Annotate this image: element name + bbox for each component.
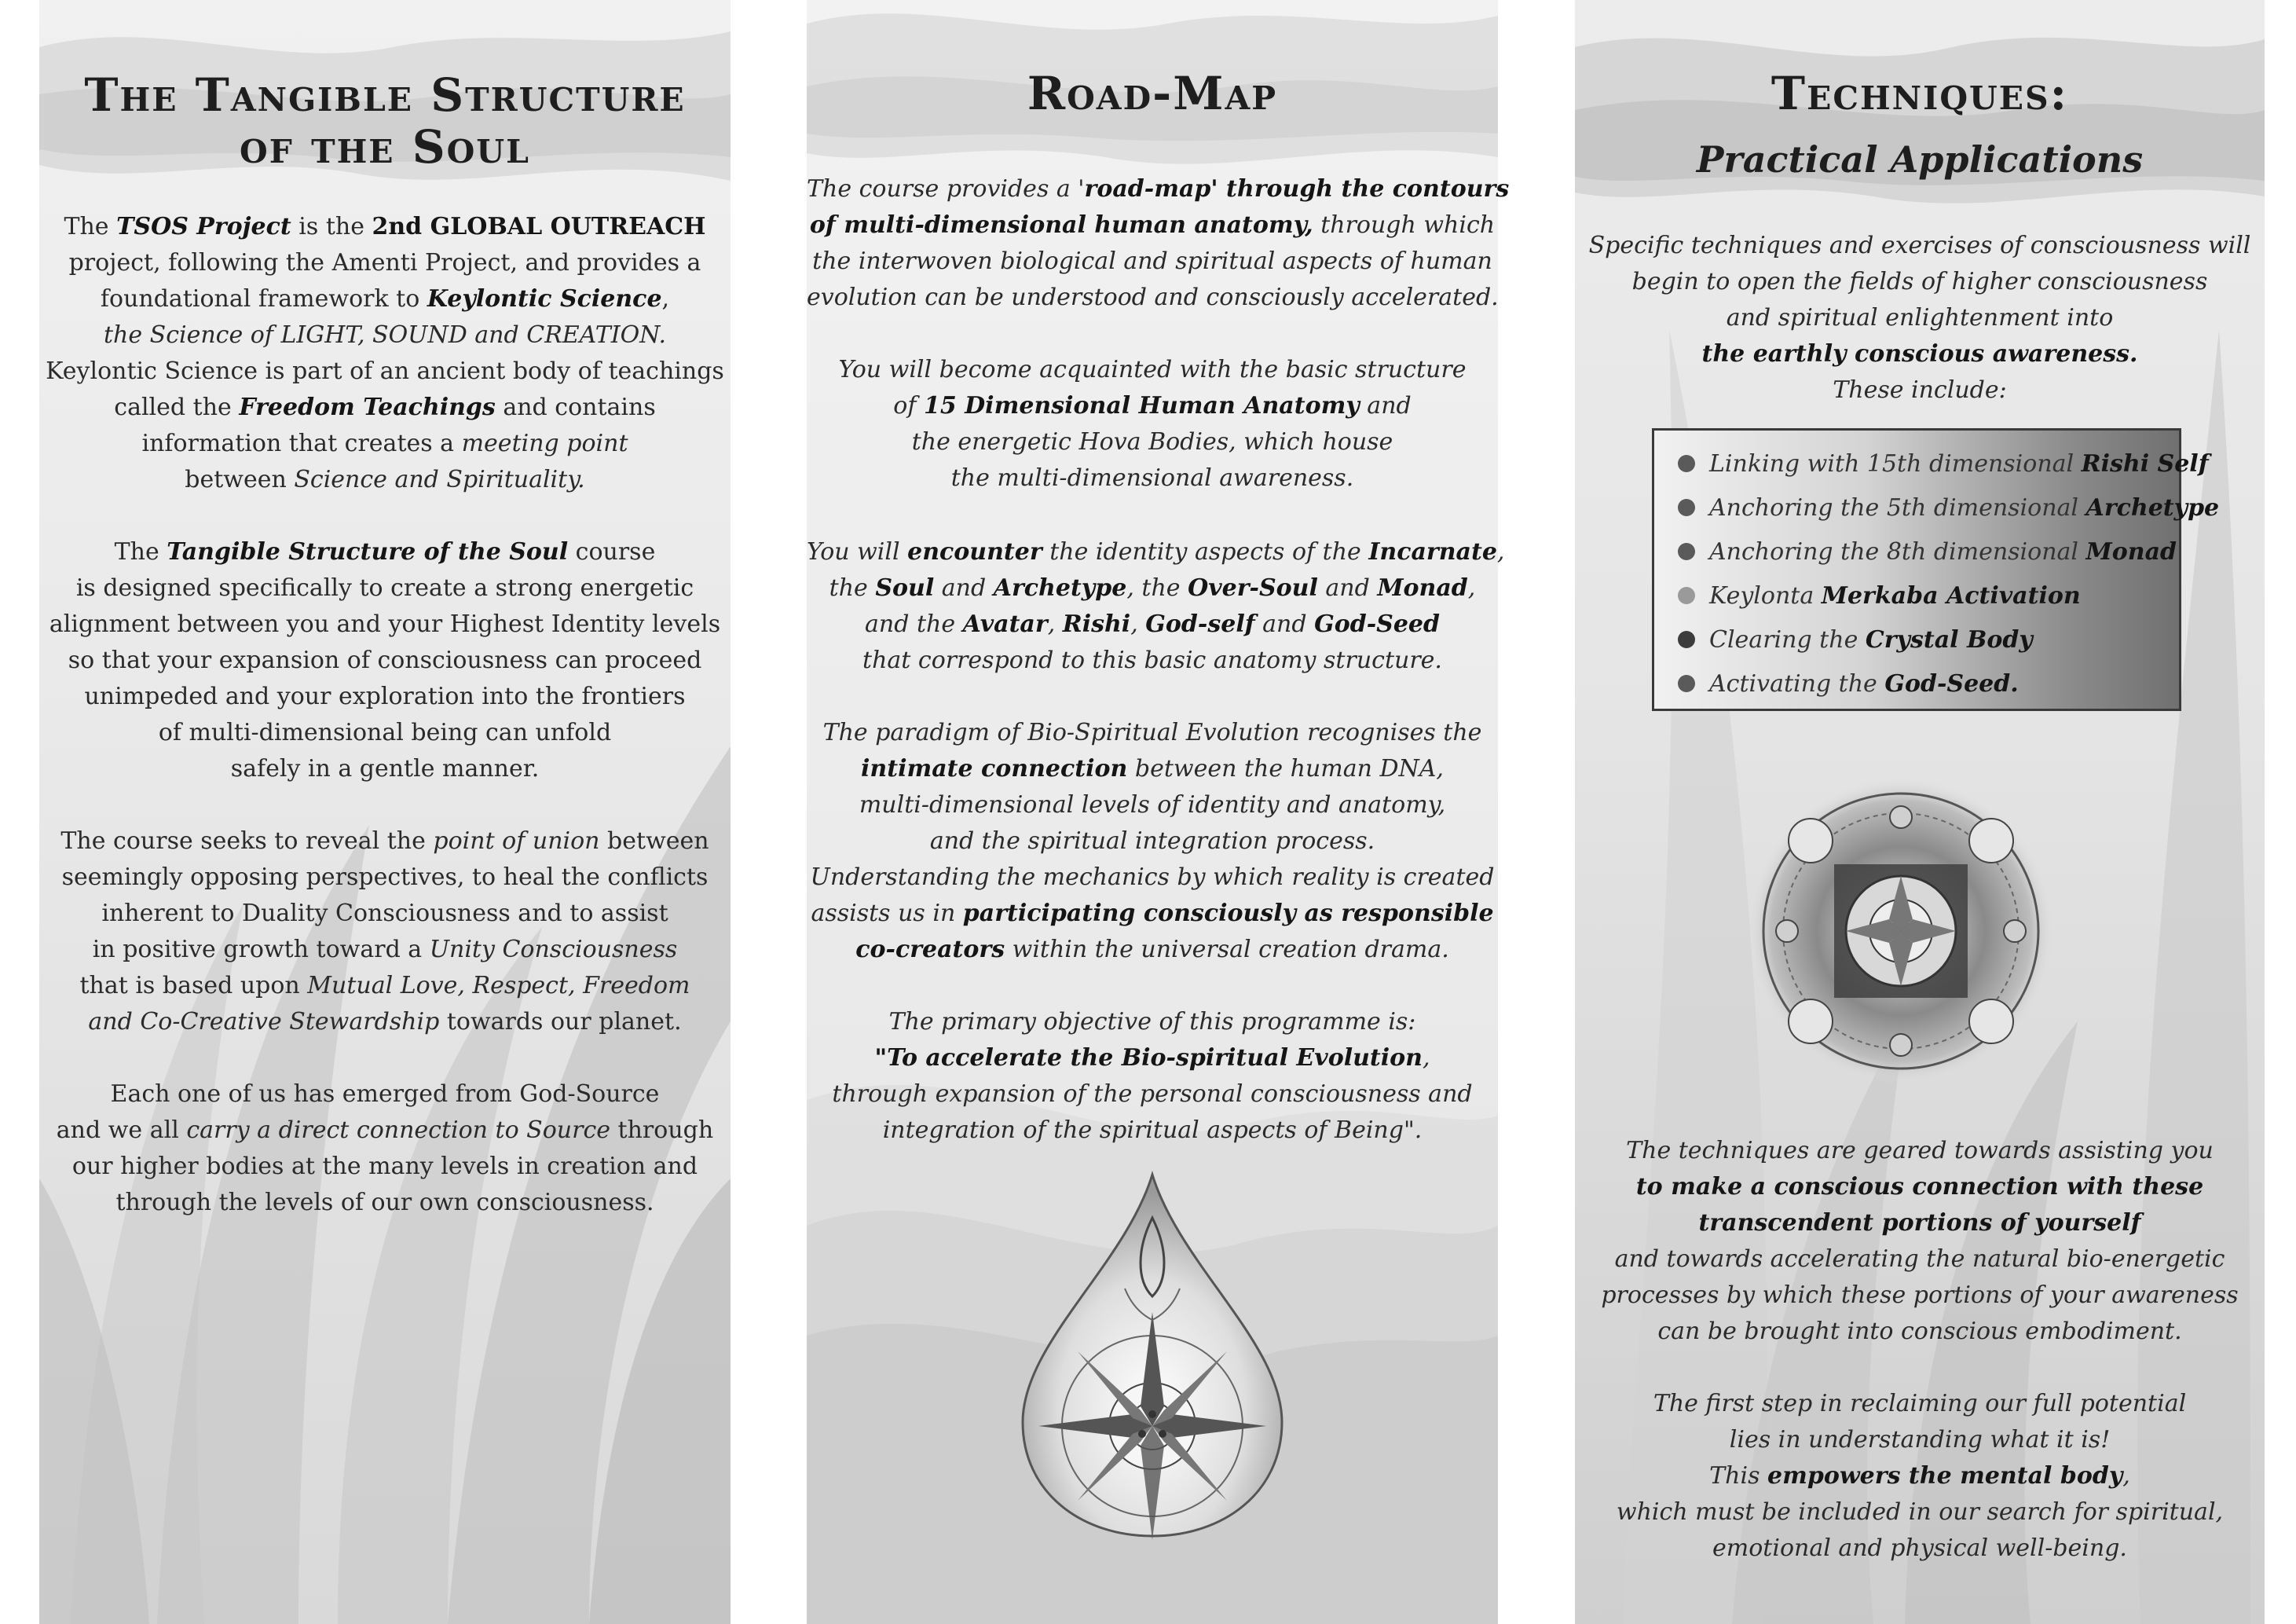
right-subtitle: Practical Applications [1696, 138, 2144, 181]
bullet-icon [1678, 675, 1695, 692]
text-line: the earthly conscious awareness. [1701, 340, 2138, 368]
text-line: intimate connection between the human DNA, [861, 755, 1444, 783]
text-line: and the Avatar, Rishi, God-self and God-Seed [865, 610, 1440, 638]
left-title [39, 69, 731, 173]
text-line: seemingly opposing perspectives, to heal the conflicts [61, 863, 709, 891]
bullet-icon [1678, 499, 1695, 516]
text-line: transcendent portions of yourself [1698, 1209, 2141, 1237]
text-line: "To accelerate the Bio-spiritual Evolution, [874, 1044, 1430, 1072]
text-line: our higher bodies at the many levels in creation and [71, 1153, 698, 1180]
techniques-list [1652, 428, 2220, 711]
text-line: Keylontic Science is part of an ancient body of teachings [46, 357, 724, 385]
text-line: between Science and Spirituality. [185, 466, 585, 493]
right-paragraph-3 [1575, 1386, 2265, 1567]
text-line: and spiritual enlightenment into [1726, 304, 2114, 332]
technique-item: Anchoring the 8th dimensional Monad [1678, 534, 2177, 570]
bullet-icon [1678, 543, 1695, 560]
text-line: begin to open the fields of higher consciousness [1631, 268, 2208, 295]
middle-paragraph-5 [807, 1004, 1498, 1149]
text-line: the Soul and Archetype, the Over-Soul and Monad, [829, 574, 1476, 602]
text-line: The TSOS Project is the 2nd GLOBAL OUTREACH [64, 213, 706, 240]
right-paragraph-1 [1575, 228, 2265, 409]
text-line: The primary objective of this programme is: [888, 1008, 1416, 1036]
text-line: alignment between you and your Highest Identity levels [49, 610, 721, 638]
middle-paragraph-3 [807, 534, 1505, 679]
text-line: to make a conscious connection with these [1635, 1173, 2204, 1201]
text-line: emotional and physical well-being. [1712, 1534, 2127, 1562]
text-line: that is based upon Mutual Love, Respect, Freedom [79, 972, 690, 999]
text-line: Specific techniques and exercises of consciousness will [1588, 232, 2251, 259]
technique-item: Anchoring the 5th dimensional Archetype [1678, 490, 2219, 526]
text-line: The first step in reclaiming our full potential [1653, 1390, 2187, 1417]
left-paragraph-1 [39, 209, 731, 498]
middle-paragraph-4 [807, 715, 1498, 968]
text-line: information that creates a meeting point [141, 430, 628, 457]
text-line: and the spiritual integration process. [929, 827, 1375, 855]
text-line: project, following the Amenti Project, and provides a [68, 249, 701, 277]
text-line: of multi-dimensional being can unfold [158, 719, 612, 746]
text-line: of 15 Dimensional Human Anatomy and [893, 392, 1412, 420]
text-line: so that your expansion of consciousness can proceed [68, 647, 702, 674]
technique-item: Clearing the Crystal Body [1678, 622, 2033, 658]
left-paragraph-3 [39, 823, 731, 1040]
text-line: Understanding the mechanics by which reality is created [810, 863, 1495, 891]
middle-paragraph-1 [807, 171, 1510, 316]
text-line: through the levels of our own consciousness. [115, 1189, 654, 1216]
text-line: evolution can be understood and consciously accelerated. [807, 284, 1499, 311]
technique-item: Keylonta Merkaba Activation [1678, 578, 2081, 614]
right-paragraph-2 [1575, 1133, 2265, 1350]
text-line: lies in understanding what it is! [1729, 1426, 2111, 1454]
middle-title: Road-Map [1027, 67, 1278, 120]
text-line: These include: [1833, 376, 2007, 404]
text-line: the multi-dimensional awareness. [950, 464, 1354, 492]
text-line: of multi-dimensional human anatomy, through which [809, 211, 1496, 239]
text-line: and towards accelerating the natural bio-energetic [1614, 1245, 2225, 1273]
text-line: The Tangible Structure of the Soul course [114, 538, 656, 566]
left-paragraph-2 [39, 534, 731, 787]
bullet-icon [1678, 587, 1695, 604]
text-line: in positive growth toward a Unity Consciousness [92, 936, 678, 963]
bullet-icon [1678, 455, 1695, 472]
right-title: Techniques: [1771, 67, 2069, 120]
technique-item: Activating the God-Seed. [1678, 666, 2019, 702]
text-line: safely in a gentle manner. [230, 755, 540, 783]
bullet-icon [1678, 631, 1695, 648]
text-line: that correspond to this basic anatomy structure. [862, 647, 1442, 674]
text-line: and Co-Creative Stewardship towards our planet. [88, 1008, 682, 1036]
technique-item: Linking with 15th dimensional Rishi Self [1678, 446, 2209, 482]
text-line: The techniques are geared towards assisting you [1626, 1137, 2214, 1164]
text-line: can be brought into conscious embodiment. [1657, 1318, 2182, 1345]
mandala-emblem [1744, 774, 2058, 1088]
text-line: You will encounter the identity aspects of the Incarnate, [807, 538, 1505, 566]
text-line: The course provides a 'road-map' through the contours [807, 175, 1510, 203]
text-line: the Science of LIGHT, SOUND and CREATION. [103, 321, 667, 349]
text-line: is designed specifically to create a strong energetic [75, 574, 694, 602]
text-line: inherent to Duality Consciousness and to assist [101, 900, 668, 927]
text-line: through expansion of the personal consciousness and [832, 1080, 1473, 1108]
title-line: of the Soul [240, 120, 530, 174]
text-line: which must be included in our search for spiritual, [1616, 1498, 2224, 1526]
title-line: The Tangible Structure [84, 68, 686, 122]
text-line: You will become acquainted with the basic structure [838, 356, 1467, 383]
text-line: The paradigm of Bio-Spiritual Evolution recognises the [822, 719, 1482, 746]
text-line: unimpeded and your exploration into the frontiers [84, 683, 686, 710]
panel-road-map [807, 0, 1510, 1624]
text-line: processes by which these portions of your awareness [1601, 1281, 2239, 1309]
text-line: called the Freedom Teachings and contains [114, 394, 656, 421]
text-line: co-creators within the universal creation drama. [855, 936, 1449, 963]
panel-techniques [1575, 0, 2265, 1624]
text-line: integration of the spiritual aspects of Being". [882, 1116, 1423, 1144]
text-line: assists us in participating consciously as responsible [811, 900, 1494, 927]
text-line: the interwoven biological and spiritual aspects of human [812, 247, 1492, 275]
text-line: and we all carry a direct connection to Source through [56, 1116, 714, 1144]
text-line: This empowers the mental body, [1709, 1462, 2130, 1490]
text-line: Each one of us has emerged from God-Source [110, 1080, 660, 1108]
text-line: the energetic Hova Bodies, which house [911, 428, 1393, 456]
text-line: The course seeks to reveal the point of union between [60, 827, 709, 855]
left-paragraph-4 [39, 1076, 731, 1221]
text-line: multi-dimensional levels of identity and anatomy, [859, 791, 1446, 819]
text-line: foundational framework to Keylontic Science, [100, 285, 670, 313]
middle-paragraph-2 [807, 352, 1498, 497]
panel-tangible-structure [39, 0, 731, 1624]
droplet-emblem [1015, 1171, 1290, 1540]
